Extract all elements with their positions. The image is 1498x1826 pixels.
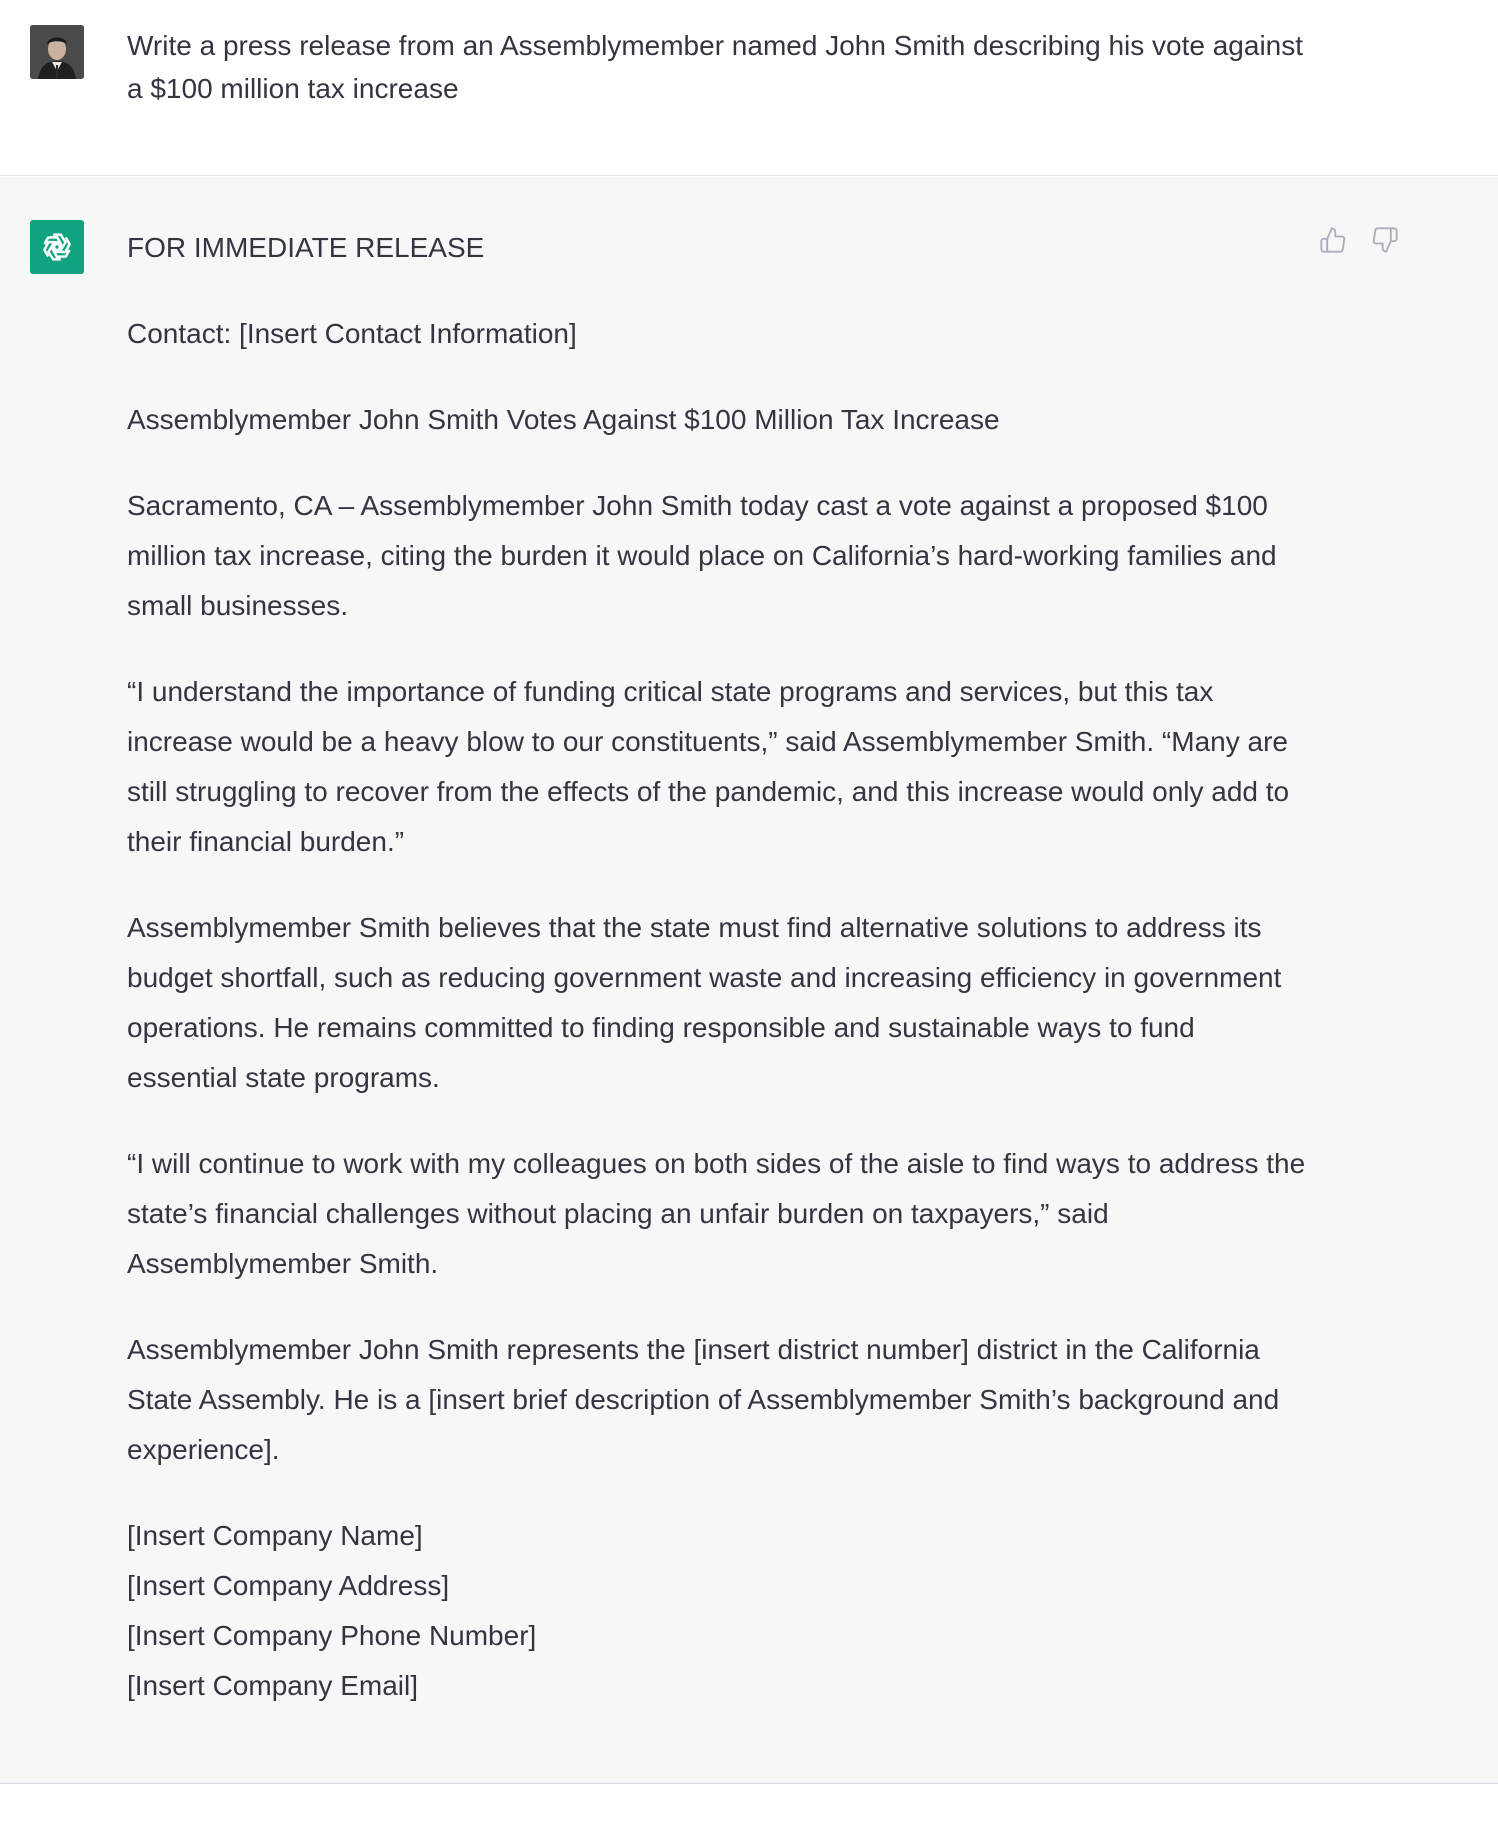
- company-contact-block: [127, 1511, 1307, 1711]
- thumbs-down-button[interactable]: [1370, 225, 1400, 255]
- company-email-line: [Insert Company Email]: [127, 1670, 418, 1701]
- assistant-avatar: [30, 220, 84, 274]
- user-avatar: [30, 25, 84, 79]
- company-address-line: [Insert Company Address]: [127, 1570, 450, 1601]
- release-paragraph: Assemblymember Smith believes that the state must find alternative solutions to address its budget shortfall, such as reducing government waste and increasing efficiency in government operations. He remains committed to finding responsible and sustainable ways to fund essential state programs.: [127, 912, 1282, 1093]
- company-phone-line: [Insert Company Phone Number]: [127, 1620, 537, 1651]
- thumbs-down-icon: [1371, 226, 1399, 254]
- release-headline: Assemblymember John Smith Votes Against $100 Million Tax Increase: [127, 404, 1000, 435]
- user-prompt-text: Write a press release from an Assemblymember named John Smith describing his vote against a $100 million tax increase: [127, 30, 1304, 104]
- user-avatar-photo: [30, 25, 84, 79]
- release-paragraph: “I understand the importance of funding critical state programs and services, but this tax increase would be a heavy blow to our constituents,” said Assemblymember Smith. “Many are still struggling to recover from the effects of the pandemic, and this increase would only add to their financial burden.”: [127, 676, 1290, 857]
- contact-line: Contact: [Insert Contact Information]: [127, 318, 577, 349]
- openai-logo-icon: [38, 228, 76, 266]
- thumbs-up-icon: [1319, 226, 1347, 254]
- release-paragraph: Sacramento, CA – Assemblymember John Smith today cast a vote against a proposed $100 million tax increase, citing the burden it would place on California’s hard-working families and small businesses.: [127, 490, 1277, 621]
- feedback-controls: [1318, 225, 1400, 255]
- user-message-row: [0, 0, 1498, 176]
- release-paragraph: Assemblymember John Smith represents the [insert district number] district in the California State Assembly. He is a [insert brief description of Assemblymember Smith’s background and experience].: [127, 1334, 1280, 1465]
- assistant-response: [127, 223, 1307, 1711]
- release-paragraph: “I will continue to work with my colleagues on both sides of the aisle to find ways to address the state’s financial challenges without placing an unfair burden on taxpayers,” said Assemblymember Smith.: [127, 1148, 1306, 1279]
- company-name-line: [Insert Company Name]: [127, 1520, 423, 1551]
- thumbs-up-button[interactable]: [1318, 225, 1348, 255]
- release-header: FOR IMMEDIATE RELEASE: [127, 232, 485, 263]
- assistant-message-row: [0, 177, 1498, 1784]
